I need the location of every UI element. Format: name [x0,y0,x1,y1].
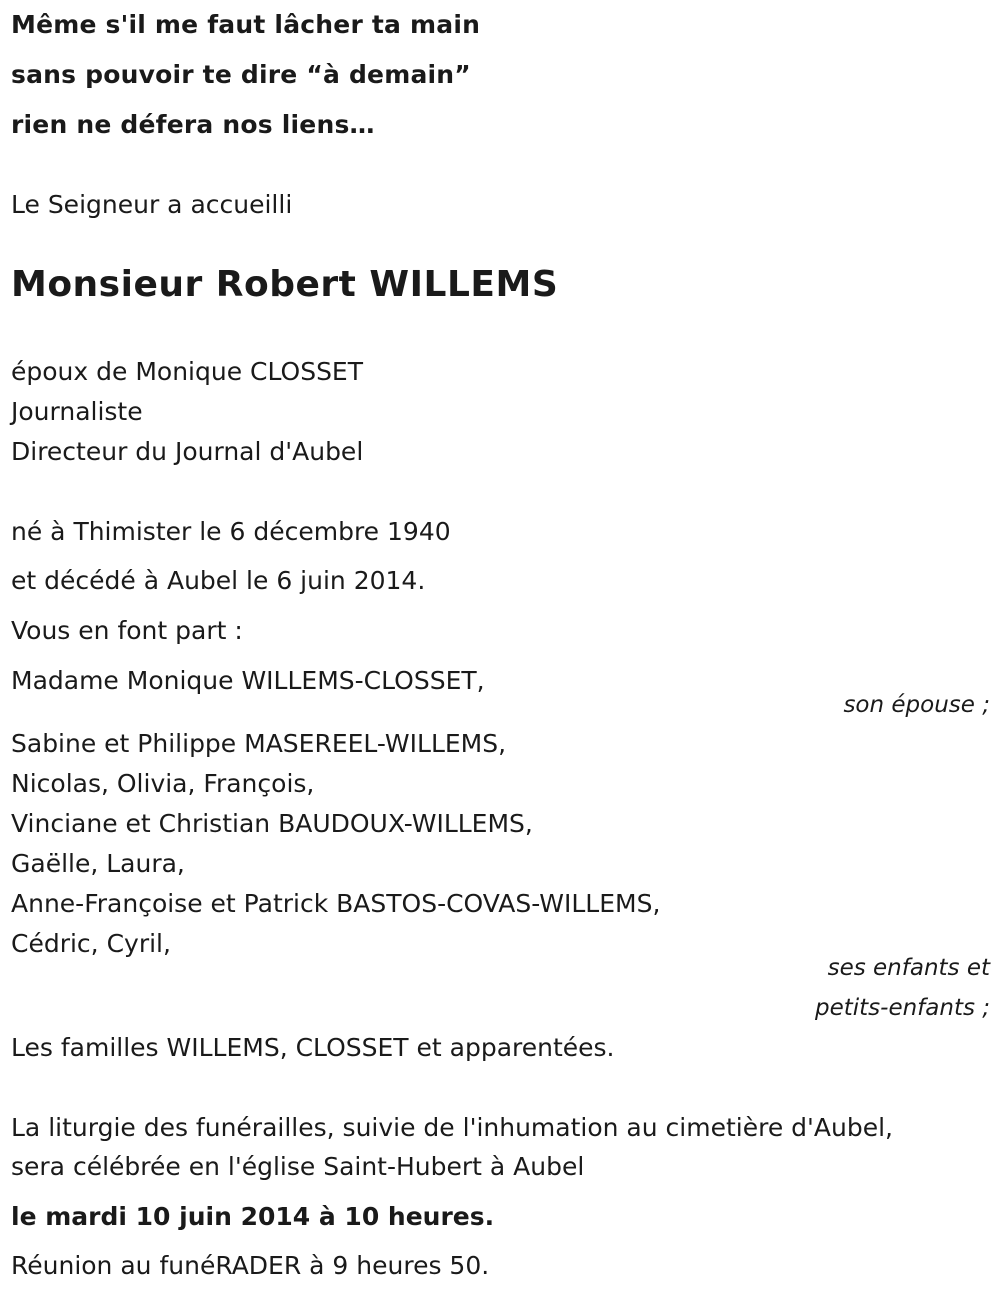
died-line: et décédé à Aubel le 6 juin 2014. [11,566,426,595]
children-relation-2: petits-enfants ; [814,995,990,1021]
meeting-line: Réunion au funéRADER à 9 heures 50. [11,1251,490,1280]
role-line: Directeur du Journal d'Aubel [11,437,364,466]
child-line-6: Cédric, Cyril, [11,929,171,958]
profession-line: Journaliste [11,397,143,426]
poem-line-1: Même s'il me faut lâcher ta main [11,10,481,39]
spouse-entry-name: Madame Monique WILLEMS-CLOSSET, [11,666,485,695]
children-relation-1: ses enfants et [827,955,990,981]
child-line-5: Anne-Françoise et Patrick BASTOS-COVAS-WILLEMS, [11,889,661,918]
ceremony-datetime: le mardi 10 juin 2014 à 10 heures. [11,1202,495,1231]
spouse-relation: son épouse ; [843,692,990,718]
child-line-4: Gaëlle, Laura, [11,849,185,878]
ceremony-line-2: sera célébrée en l'église Saint-Hubert à Aubel [11,1152,585,1181]
deceased-name: Monsieur Robert WILLEMS [11,264,559,305]
child-line-2: Nicolas, Olivia, François, [11,769,315,798]
spouse-line: époux de Monique CLOSSET [11,357,364,386]
families-line: Les familles WILLEMS, CLOSSET et apparentées. [11,1033,615,1062]
poem-line-3: rien ne défera nos liens… [11,110,375,139]
born-line: né à Thimister le 6 décembre 1940 [11,517,451,546]
ceremony-line-1: La liturgie des funérailles, suivie de l'inhumation au cimetière d'Aubel, [11,1113,893,1142]
intro-text: Le Seigneur a accueilli [11,190,293,219]
child-line-1: Sabine et Philippe MASEREEL-WILLEMS, [11,729,507,758]
child-line-3: Vinciane et Christian BAUDOUX-WILLEMS, [11,809,533,838]
announce-line: Vous en font part : [11,616,243,645]
poem-line-2: sans pouvoir te dire “à demain” [11,60,471,89]
